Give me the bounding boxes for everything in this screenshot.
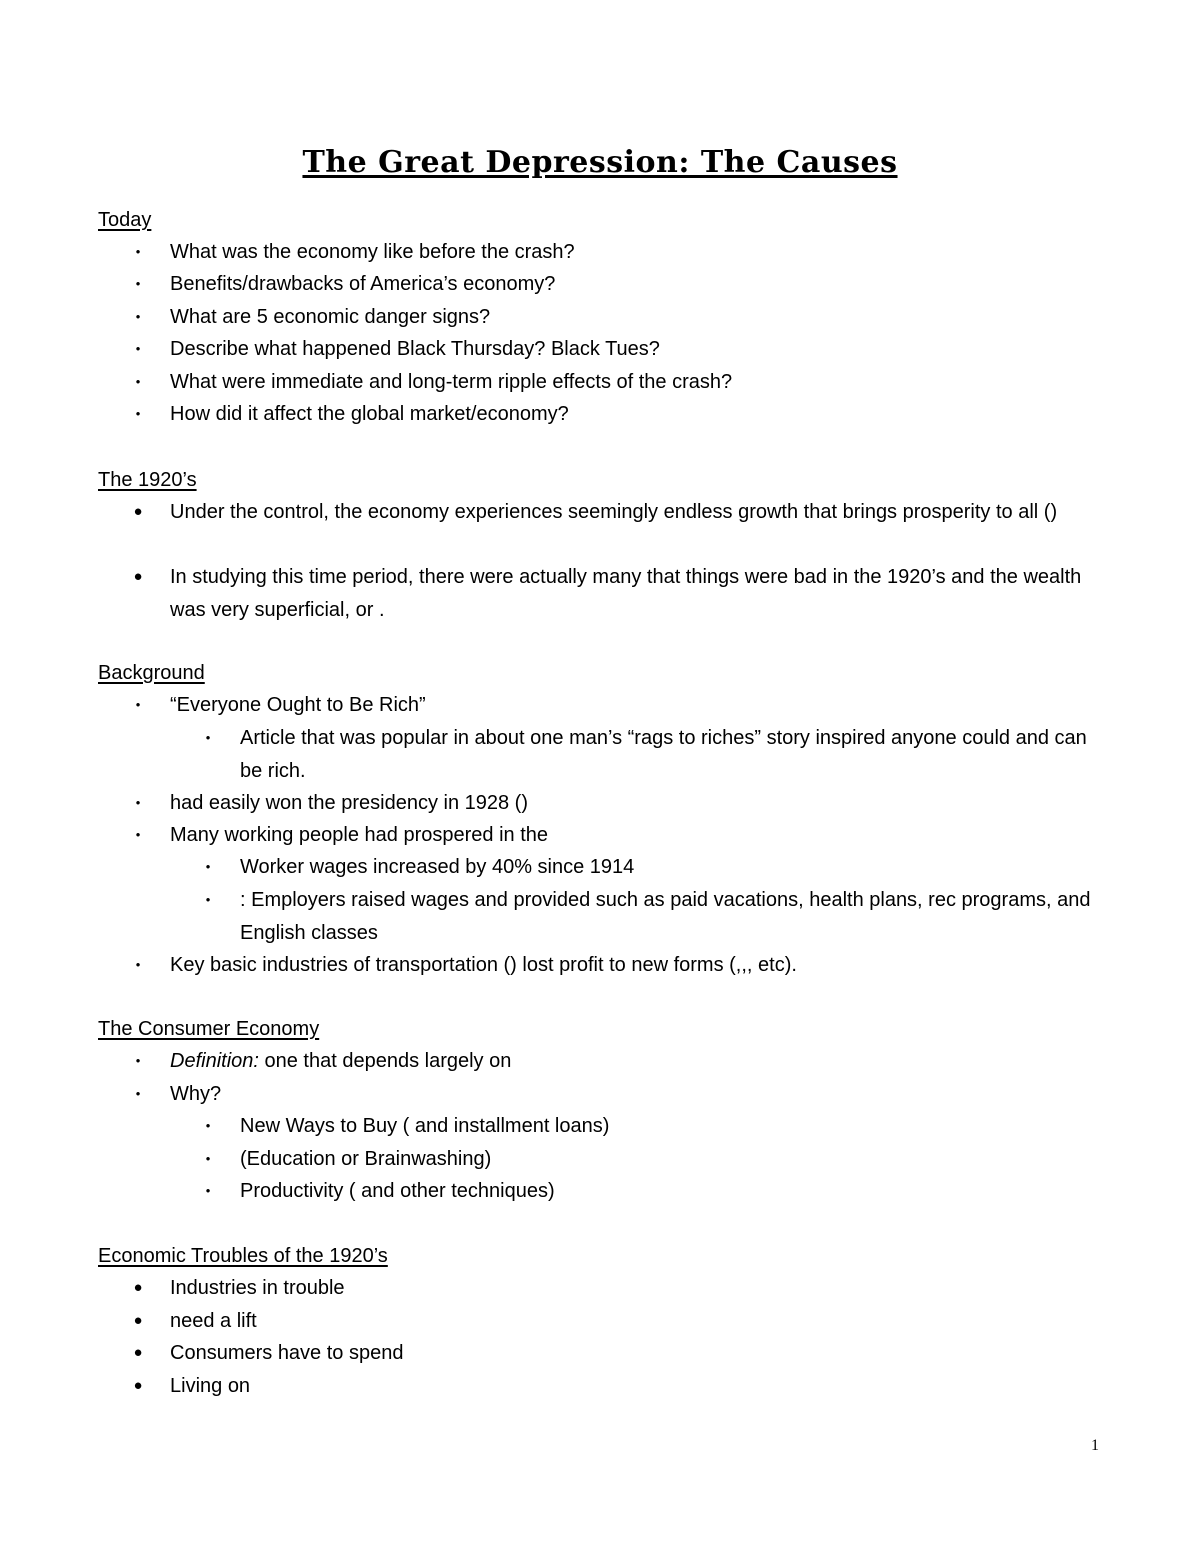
list-item-text: Describe what happened Black Thursday? Black Tues?	[170, 338, 660, 360]
bullet-icon: ●	[133, 568, 143, 585]
list-item-text: Industries in trouble	[170, 1277, 345, 1299]
list-item	[135, 333, 1092, 366]
list-item	[135, 949, 1092, 982]
bullet-icon: •	[135, 957, 141, 972]
list-item	[135, 1078, 1092, 1111]
bullet-icon: •	[205, 730, 211, 745]
bullet-icon: •	[205, 892, 211, 907]
bullet-icon: •	[205, 1151, 211, 1166]
bullet-icon: •	[135, 276, 141, 291]
list-item	[135, 301, 1092, 334]
list-item-text: How did it affect the global market/economy?	[170, 403, 569, 425]
list-item-text: had easily won the presidency in 1928 ()	[170, 792, 528, 814]
list-item-text: What were immediate and long-term ripple effects of the crash?	[170, 371, 733, 393]
bullet-icon: •	[135, 309, 141, 324]
list-item	[205, 1143, 1092, 1176]
list-item-text: Consumers have to spend	[170, 1342, 404, 1364]
bullet-icon: •	[135, 795, 141, 810]
list-item	[135, 268, 1092, 301]
list-item	[205, 1175, 1092, 1208]
list-item	[133, 561, 1092, 626]
definition-label: Definition:	[170, 1050, 259, 1072]
list-item	[133, 1272, 1092, 1305]
list-item-text: New Ways to Buy ( and installment loans)	[240, 1115, 610, 1137]
bullet-icon: •	[205, 1183, 211, 1198]
list-item	[135, 787, 1092, 820]
list-item-text: Worker wages increased by 40% since 1914	[240, 856, 635, 878]
bullet-icon: •	[135, 374, 141, 389]
list-item-text: Key basic industries of transportation () lost profit to new forms (,,, etc).	[170, 954, 797, 976]
list-item-text: : Employers raised wages and provided such as paid vacations, health plans, rec programs, and English classes	[240, 889, 1091, 944]
bullet-icon: ●	[133, 1344, 143, 1361]
section-heading-today: Today	[98, 209, 152, 231]
list-item	[133, 496, 1092, 529]
list-item	[135, 819, 1092, 852]
bullet-icon: •	[135, 1086, 141, 1101]
list-item-text: In studying this time period, there were actually many that things were bad in the 1920’s and the wealth was very superficial, or .	[170, 566, 1082, 621]
bullet-icon: •	[205, 1118, 211, 1133]
definition-text: one that depends largely on	[258, 1050, 512, 1072]
bullet-icon: ●	[133, 1279, 143, 1296]
list-item-text: Under the control, the economy experiences seemingly endless growth that brings prosperity to all ()	[170, 501, 1058, 523]
list-item	[135, 689, 1092, 722]
list-item	[205, 884, 1092, 949]
list-item	[205, 851, 1092, 884]
section-heading-background: Background	[98, 662, 205, 684]
bullet-icon: •	[135, 406, 141, 421]
bullet-icon: ●	[133, 503, 143, 520]
section-heading-consumer-economy: The Consumer Economy	[98, 1018, 320, 1040]
bullet-icon: •	[135, 341, 141, 356]
section-heading-economic-troubles: Economic Troubles of the 1920’s	[98, 1245, 388, 1267]
bullet-icon: •	[135, 244, 141, 259]
list-item	[135, 366, 1092, 399]
list-item	[135, 236, 1092, 269]
list-item	[133, 1305, 1092, 1338]
bullet-icon: •	[135, 827, 141, 842]
list-item	[133, 1337, 1092, 1370]
page-title: The Great Depression: The Causes	[302, 145, 898, 180]
page-number: 1	[1091, 1437, 1099, 1454]
list-item-text: Article that was popular in about one man’s “rags to riches” story inspired anyone could and can be rich.	[240, 727, 1087, 782]
list-item-text: “Everyone Ought to Be Rich”	[170, 694, 426, 716]
bullet-icon: •	[205, 859, 211, 874]
list-item-text: Benefits/drawbacks of America’s economy?	[170, 273, 556, 295]
bullet-icon: •	[135, 697, 141, 712]
list-item	[205, 1110, 1092, 1143]
list-item-text: Productivity ( and other techniques)	[240, 1180, 555, 1202]
list-item-text: need a lift	[170, 1310, 257, 1332]
list-item	[205, 722, 1092, 787]
bullet-icon: ●	[133, 1377, 143, 1394]
bullet-icon: •	[135, 1053, 141, 1068]
list-item-text: Why?	[170, 1083, 222, 1105]
list-item-text: (Education or Brainwashing)	[240, 1148, 492, 1170]
section-heading-1920s: The 1920’s	[98, 469, 197, 491]
list-item	[135, 1045, 1092, 1078]
bullet-icon: ●	[133, 1312, 143, 1329]
list-item-text: What are 5 economic danger signs?	[170, 306, 491, 328]
list-item	[133, 1370, 1092, 1403]
list-item-text: What was the economy like before the crash?	[170, 241, 575, 263]
list-item-text: Living on	[170, 1375, 251, 1397]
list-item-text: Many working people had prospered in the	[170, 824, 549, 846]
list-item	[135, 398, 1092, 431]
